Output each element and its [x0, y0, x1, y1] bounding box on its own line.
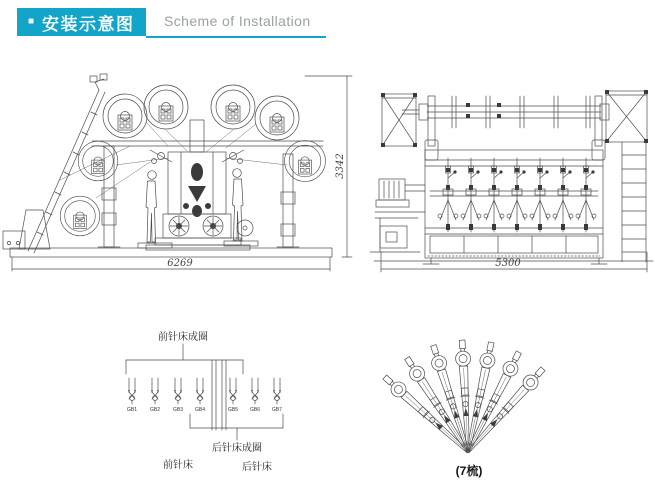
warp-beam-shaft	[402, 96, 609, 160]
guide-bar-symbols	[128, 378, 281, 404]
drive-motor	[370, 179, 425, 252]
gb6-label: GB6	[249, 407, 261, 413]
dimension-width-front-view: 5300	[495, 258, 521, 269]
guide-bar-fan-diagram	[380, 340, 549, 478]
gb7-label: GB7	[271, 407, 283, 413]
operator-figure-left	[146, 171, 157, 243]
section-title-zh: 安装示意图	[42, 14, 135, 34]
needle-bed-lines	[212, 360, 226, 430]
knitting-head	[150, 150, 244, 217]
back-bed-looping-label: 后针床成圈	[212, 443, 262, 454]
front-bed-label: 前针床	[163, 460, 193, 471]
gb4-label: GB4	[194, 407, 206, 413]
gb5-label: GB5	[227, 407, 239, 413]
gb3-label: GB3	[172, 407, 184, 413]
machine-frame	[92, 120, 323, 247]
side-view-drawing	[3, 74, 352, 271]
bullet-square-icon: ■	[28, 16, 35, 27]
take-down-unit	[138, 214, 258, 250]
dimension-height-side-view: 3342	[335, 153, 346, 179]
machine-body	[423, 150, 607, 264]
left-platform	[381, 93, 417, 147]
front-view-drawing	[370, 90, 653, 272]
dimension-width-side-view: 6269	[167, 258, 193, 269]
back-bed-label: 后针床	[242, 462, 272, 473]
gb1-label: GB1	[126, 407, 138, 413]
access-ladder	[622, 142, 646, 262]
gb2-label: GB2	[149, 407, 161, 413]
operator-figure-right	[232, 169, 243, 241]
front-bed-looping-label: 前针床成圈	[158, 332, 208, 343]
gb-assignment-diagram	[126, 330, 283, 473]
section-title-en: Scheme of Installation	[164, 13, 311, 29]
right-platform	[605, 90, 648, 143]
fan-caption: (7梳)	[455, 464, 483, 478]
